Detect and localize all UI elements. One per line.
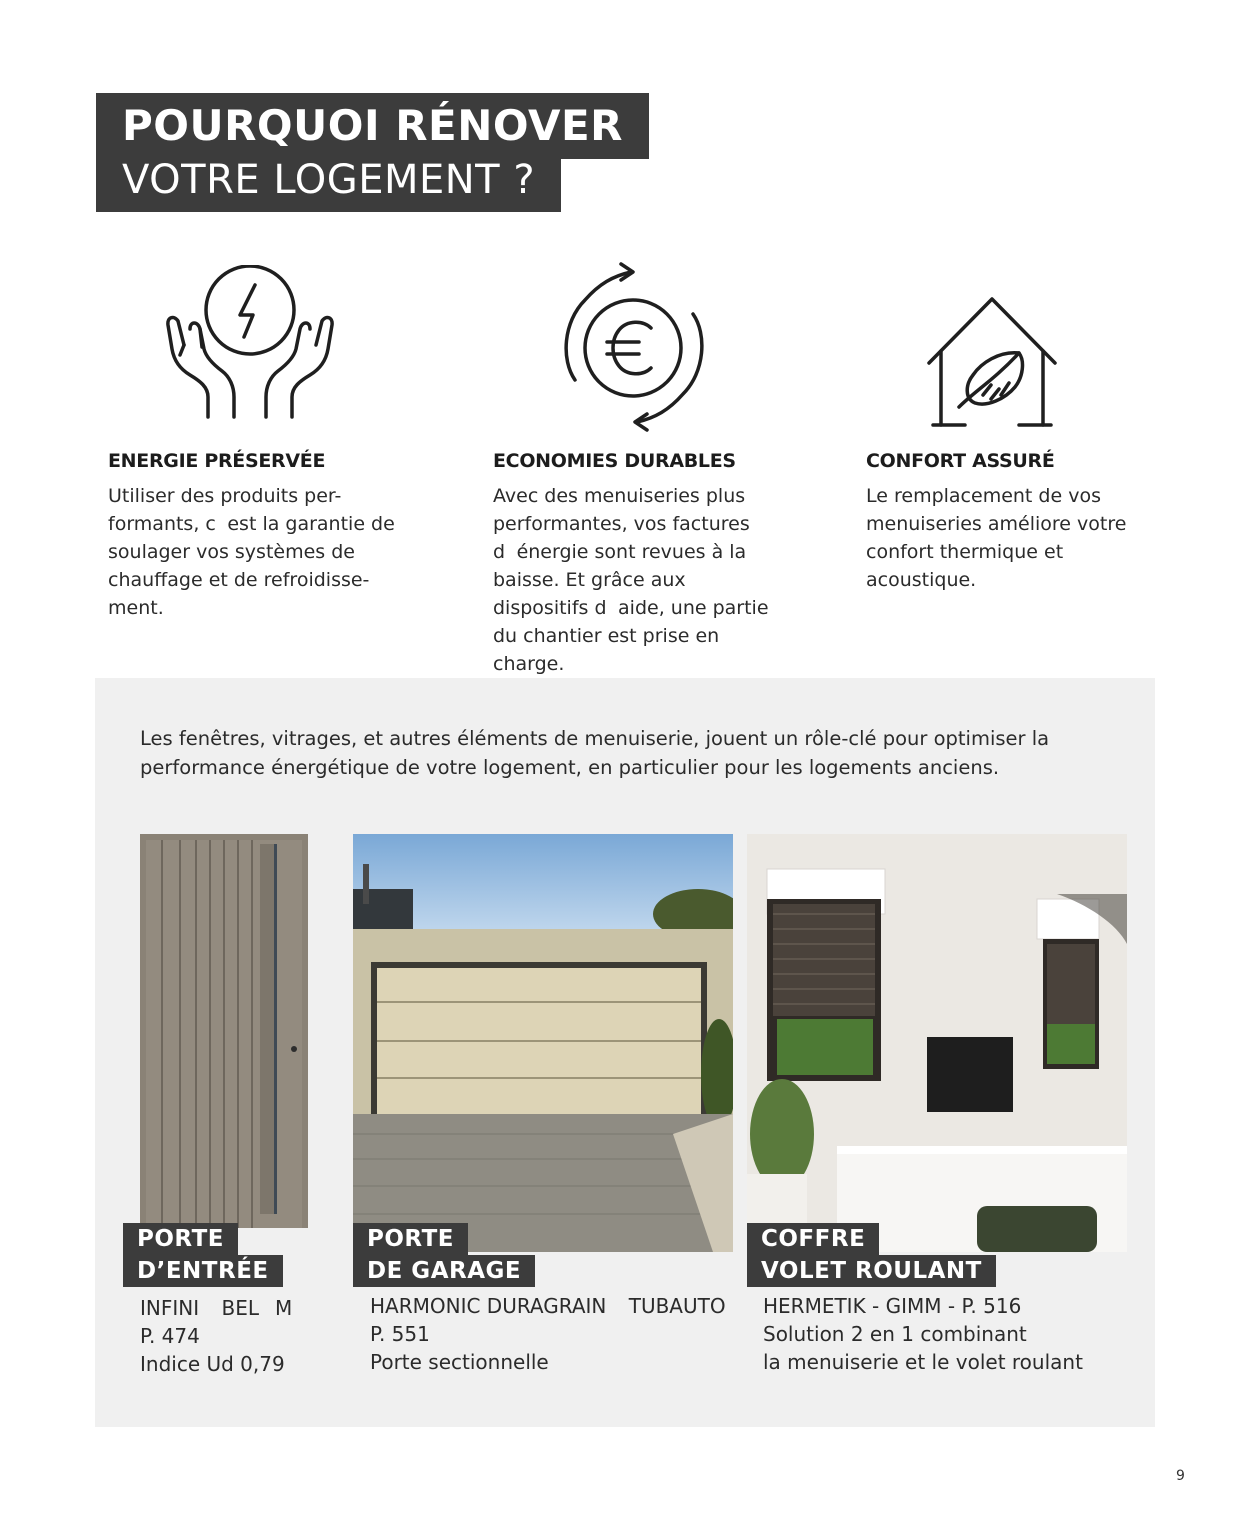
intro-text: Les fenêtres, vitrages, et autres éléments de menuiserie, jouent un rôle-clé pour optimiser la performance énergétique de votre logement, en particulier pour les logements anciens. (140, 727, 1050, 779)
feature-energy (108, 450, 408, 622)
page-title-line1: POURQUOI RÉNOVER (96, 93, 649, 159)
living-room-photo (747, 834, 1127, 1252)
feature-text: Utiliser des produits per-formants, cest la garantie de soulager vos systèmes de chauffage et de refroidisse-ment. (108, 485, 395, 619)
garage-door-photo (353, 834, 733, 1252)
caption-garage-door (370, 1292, 726, 1376)
label-entry-door-line1: PORTE (123, 1223, 238, 1255)
page-title-line2: VOTRE LOGEMENT ? (96, 150, 561, 212)
caption-line: la menuiserie et le volet roulant (763, 1350, 1083, 1374)
caption-line: Solution 2 en 1 combinant (763, 1322, 1027, 1346)
caption-line: INFINI BELM (140, 1296, 293, 1320)
caption-line: Indice Ud 0,79 (140, 1352, 285, 1376)
caption-roller-shutter (763, 1292, 1083, 1376)
caption-line: P. 551 (370, 1322, 430, 1346)
caption-line: P. 474 (140, 1324, 200, 1348)
feature-text: Le remplacement de vos menuiseries améliore votre confort thermique et acoustique. (866, 485, 1127, 591)
feature-heading: ECONOMIES DURABLES (493, 450, 736, 472)
feature-economies (493, 450, 783, 678)
label-garage-door-line1: PORTE (353, 1223, 468, 1255)
label-garage-door-line2: DE GARAGE (353, 1255, 535, 1287)
euro-cycle-icon (555, 262, 715, 432)
label-roller-shutter-line2: VOLET ROULANT (747, 1255, 996, 1287)
caption-entry-door (140, 1294, 292, 1378)
caption-line: HARMONIC DURAGRAIN TUBAUTO (370, 1294, 726, 1318)
label-roller-shutter-line1: COFFRE (747, 1223, 879, 1255)
page-number: 9 (1176, 1468, 1185, 1484)
feature-heading: CONFORT ASSURÉ (866, 450, 1055, 472)
hands-energy-icon (160, 265, 340, 425)
caption-line: HERMETIK - GIMM - P. 516 (763, 1294, 1022, 1318)
caption-line: Porte sectionnelle (370, 1350, 549, 1374)
house-feather-icon (925, 295, 1060, 430)
feature-comfort (866, 450, 1136, 594)
entry-door-photo (140, 834, 308, 1228)
feature-heading: ENERGIE PRÉSERVÉE (108, 450, 326, 472)
feature-text: Avec des menuiseries plus performantes, vos factures dénergie sont revues à la baisse. Et grâce aux dispositifs daide, une partie du chantier est prise en charge. (493, 485, 769, 675)
label-entry-door-line2: D’ENTRÉE (123, 1255, 283, 1287)
